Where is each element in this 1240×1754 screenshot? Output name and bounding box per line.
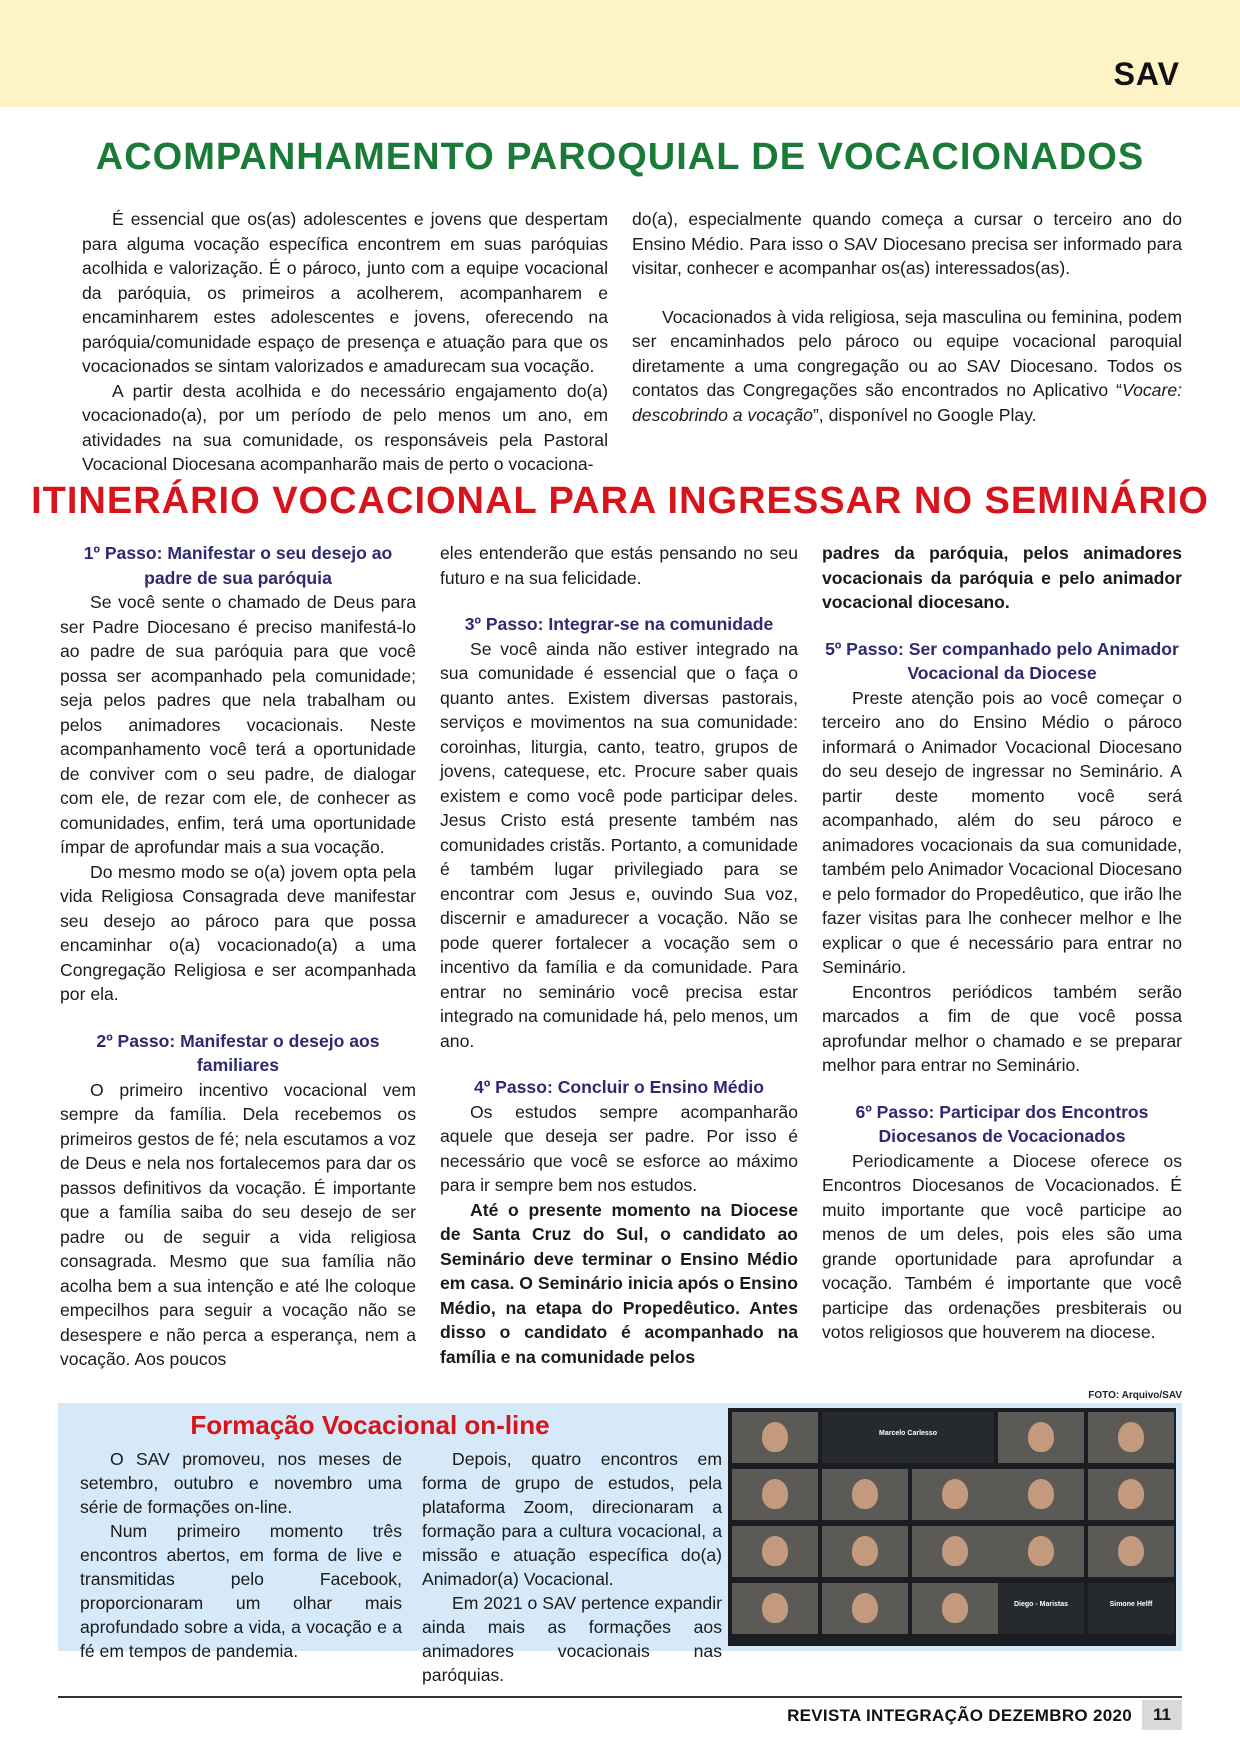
participant-tile xyxy=(822,1583,908,1634)
text-span: ”, disponível no Google Play. xyxy=(812,404,1037,425)
participant-face xyxy=(1028,1422,1054,1452)
step-paragraph: Preste atenção pois ao você começar o terceiro ano do Ensino Médio o pároco informará o Animador Vocacional Diocesano do seu desejo de ingressar no Seminário. A partir deste momento você será acompanhado, além do seu pároco e animadores vocacionais da sua comunidade, também pelo Animador Vocacional Diocesano e pelo formador do Propedêutico, que irão lhe fazer visitas para lhe conhecer melhor e lhe explicar o que é necessário para entrar no Seminário. xyxy=(822,687,1182,977)
participant-face xyxy=(1118,1479,1144,1509)
article1-paragraph xyxy=(632,305,1182,428)
participant-face xyxy=(762,1479,788,1509)
step-paragraph: O primeiro incentivo vocacional vem sempre da família. Dela recebemos os primeiros gestos de fé; nela escutamos a voz de Deus e nela nos fortalecemos para dar os passos definitivos da vocação. É importante que a família saiba do seu desejo de ser padre ou de seguir a vida religiosa consagrada. Mesmo que sua família não acolha bem a sua intenção e até lhe coloque empecilhos para seguir a vocação não se desespere e não perca a esperança, nem a vocação. Aos poucos xyxy=(60,1079,416,1369)
participant-tile xyxy=(1088,1583,1174,1634)
participant-face xyxy=(942,1479,968,1509)
step-paragraph-bold: Até o presente momento na Diocese de Santa Cruz do Sul, o candidato ao Seminário deve terminar o Ensino Médio em casa. O Seminário inicia após o Ensino Médio, na etapa do Propedêutico. Antes disso o candidato é acompanhado na família e na comunidade pelos xyxy=(440,1199,798,1367)
participant-tile xyxy=(732,1583,818,1634)
participant-tile xyxy=(998,1469,1084,1520)
participant-face xyxy=(762,1422,788,1452)
article2-col1 xyxy=(60,541,416,1372)
app-name: Vocare: descobrindo a vocação xyxy=(632,380,1182,425)
box-paragraph: Depois, quatro encontros em forma de grupo de estudos, pela plataforma Zoom, direcionaram a formação para a cultura vocacional, a missão e atuação específica do(a) Animador(a) Vocacional. xyxy=(422,1449,722,1589)
step2-title: 2º Passo: Manifestar o desejo aos familiares xyxy=(96,1030,380,1075)
participant-face xyxy=(852,1593,878,1623)
article1-title: ACOMPANHAMENTO PAROQUIAL DE VOCACIONADOS xyxy=(95,136,1145,178)
participant-name: Marcelo Carlesso xyxy=(879,1430,937,1437)
step5-title: 5º Passo: Ser companhado pelo Animador Vocacional da Diocese xyxy=(825,638,1179,683)
box-col1 xyxy=(80,1447,402,1663)
step-paragraph: Periodicamente a Diocese oferece os Encontros Diocesanos de Vocacionados. É muito importante que você participe ao menos de um deles, pois eles são uma grande oportunidade para aprofundar a vocação. Também é importante que você participe das ordenações presbiterais ou votos religiosos que houverem na diocese. xyxy=(822,1150,1182,1342)
article1-col1 xyxy=(82,207,608,477)
step-paragraph: Se você ainda não estiver integrado na sua comunidade é essencial que o faça o quanto antes. Existem diversas pastorais, serviços e movimentos na sua comunidade: coroinhas, liturgia, canto, teatro, grupos de jovens, catequese, etc. Procure saber quais existem e como você pode participar deles. Jesus Cristo está presente também nas comunidades cristãs. Portanto, a comunidade é também lugar privilegiado para se encontrar com Jesus e, ouvindo Sua voz, discernir e amadurecer a vocação. Não se pode querer fortalecer a vocação sem o incentivo da família e da comunidade. Para entrar no seminário você precisa estar integrado na comunidade há, pelo menos, um ano. xyxy=(440,638,798,1051)
participant-tile xyxy=(912,1469,998,1520)
section-label: SAV xyxy=(1113,56,1180,92)
box-col2 xyxy=(422,1447,722,1687)
step1-title: 1º Passo: Manifestar o seu desejo ao padre de sua paróquia xyxy=(83,543,393,588)
participant-tile xyxy=(732,1526,818,1577)
participant-tile xyxy=(998,1412,1084,1463)
text-span: Vocacionados à vida religiosa, seja masculina ou feminina, podem ser encaminhados pelo pároco ou equipe vocacional paroquial diretamente a uma congregação ou ao SAV Diocesano. Todos os contatos das Congregações são encontrados no Aplicativo “ xyxy=(632,306,1182,400)
article1-paragraph: É essencial que os(as) adolescentes e jovens que despertam para alguma vocação específica encontrem em suas paróquias acolhida e valorização. É o pároco, junto com a equipe vocacional da paróquia, os primeiros a acolherem, acompanharem e encaminharem estes adolescentes e jovens, oferecendo na paróquia/comunidade espaço de presença e atuação para que os vocacionados se sintam valorizados e amadurecam sua vocação. xyxy=(82,209,608,376)
participant-name: Diego - Maristas xyxy=(1013,1601,1069,1608)
participant-tile xyxy=(1088,1526,1174,1577)
box-paragraph: Em 2021 o SAV pertence expandir ainda mais as formações aos animadores vocacionais nas paróquias. xyxy=(422,1593,722,1685)
photo-credit: FOTO: Arquivo/SAV xyxy=(1088,1390,1182,1401)
participant-face xyxy=(1118,1422,1144,1452)
footer-divider xyxy=(58,1696,1182,1698)
participant-face xyxy=(852,1536,878,1566)
participant-tile xyxy=(1088,1469,1174,1520)
footer-publication: REVISTA INTEGRAÇÃO DEZEMBRO 2020 xyxy=(787,1706,1132,1725)
step4-title: 4º Passo: Concluir o Ensino Médio xyxy=(474,1077,764,1097)
participant-face xyxy=(942,1593,968,1623)
box-paragraph: Num primeiro momento três encontros abertos, em forma de live e transmitidas pelo Facebook, proporcionaram um olhar mais aprofundado sobre a vida, a vocação e a fé em tempos de pandemia. xyxy=(80,1521,402,1661)
article2-title: ITINERÁRIO VOCACIONAL PARA INGRESSAR NO SEMINÁRIO xyxy=(31,480,1209,522)
participant-tile xyxy=(732,1469,818,1520)
participant-face xyxy=(1118,1536,1144,1566)
participant-tile xyxy=(912,1583,998,1634)
step-paragraph: eles entenderão que estás pensando no seu futuro e na sua felicidade. xyxy=(440,543,798,588)
step-paragraph: Do mesmo modo se o(a) jovem opta pela vida Religiosa Consagrada deve manifestar seu desejo ao pároco para que possa encaminhar o(a) vocacionado(a) a uma Congregação Religiosa e ser acompanhada por ela. xyxy=(60,861,416,1004)
participant-tile xyxy=(822,1469,908,1520)
participant-tile xyxy=(1088,1412,1174,1463)
participant-tile xyxy=(912,1526,998,1577)
step3-title: 3º Passo: Integrar-se na comunidade xyxy=(464,614,774,634)
step-paragraph-bold: padres da paróquia, pelos animadores vocacionais da paróquia e pelo animador vocacional diocesano. xyxy=(822,543,1182,612)
participant-tile xyxy=(998,1526,1084,1577)
header-band xyxy=(0,0,1240,107)
zoom-meeting-photo xyxy=(728,1408,1176,1646)
box-paragraph: O SAV promoveu, nos meses de setembro, outubro e novembro uma série de formações on-line. xyxy=(80,1449,402,1517)
step6-title: 6º Passo: Participar dos Encontros Diocesanos de Vocacionados xyxy=(855,1101,1149,1146)
article2-col2 xyxy=(440,541,798,1369)
box-title: Formação Vocacional on-line xyxy=(190,1410,550,1440)
step-paragraph: Os estudos sempre acompanharão aquele que deseja ser padre. Por isso é necessário que você se esforce ao máximo para ir sempre bem nos estudos. xyxy=(440,1101,798,1195)
step-paragraph: Se você sente o chamado de Deus para ser Padre Diocesano é preciso manifestá-lo ao padre de sua paróquia para que você possa ser acompanhado pela comunidade; seja pelos padres que nela trabalham ou pelos animadores vocacionais. Neste acompanhamento você terá a oportunidade de conviver com o seu padre, de dialogar com ele, de rezar com ele, de conhecer as comunidades, enfim, terá uma oportunidade ímpar de aprofundar mais a sua vocação. xyxy=(60,592,416,857)
article1-col2 xyxy=(632,207,1182,427)
article2-col3 xyxy=(822,541,1182,1345)
participant-face xyxy=(942,1536,968,1566)
participant-tile xyxy=(732,1412,818,1463)
participant-tile xyxy=(822,1526,908,1577)
participant-name: Simone Helff xyxy=(1109,1601,1153,1608)
participant-face xyxy=(762,1536,788,1566)
participant-face xyxy=(852,1479,878,1509)
participant-face xyxy=(1028,1536,1054,1566)
participant-face xyxy=(1028,1479,1054,1509)
article1-paragraph: A partir desta acolhida e do necessário engajamento do(a) vocacionado(a), por um período de pelo menos um ano, em atividades na sua comunidade, os responsáveis pela Pastoral Vocacional Diocesana acompanharão mais de perto o vocaciona- xyxy=(82,380,608,474)
step-paragraph: Encontros periódicos também serão marcados a fim de que você possa aprofundar melhor o chamado e se preparar melhor para entrar no Seminário. xyxy=(822,981,1182,1075)
participant-tile xyxy=(822,1412,994,1463)
page-number: 11 xyxy=(1142,1700,1182,1730)
participant-face xyxy=(762,1593,788,1623)
participant-tile xyxy=(998,1583,1084,1634)
article1-paragraph: do(a), especialmente quando começa a cursar o terceiro ano do Ensino Médio. Para isso o SAV Diocesano precisa ser informado para visitar, conhecer e acompanhar os(as) interessados(as). xyxy=(632,209,1182,278)
